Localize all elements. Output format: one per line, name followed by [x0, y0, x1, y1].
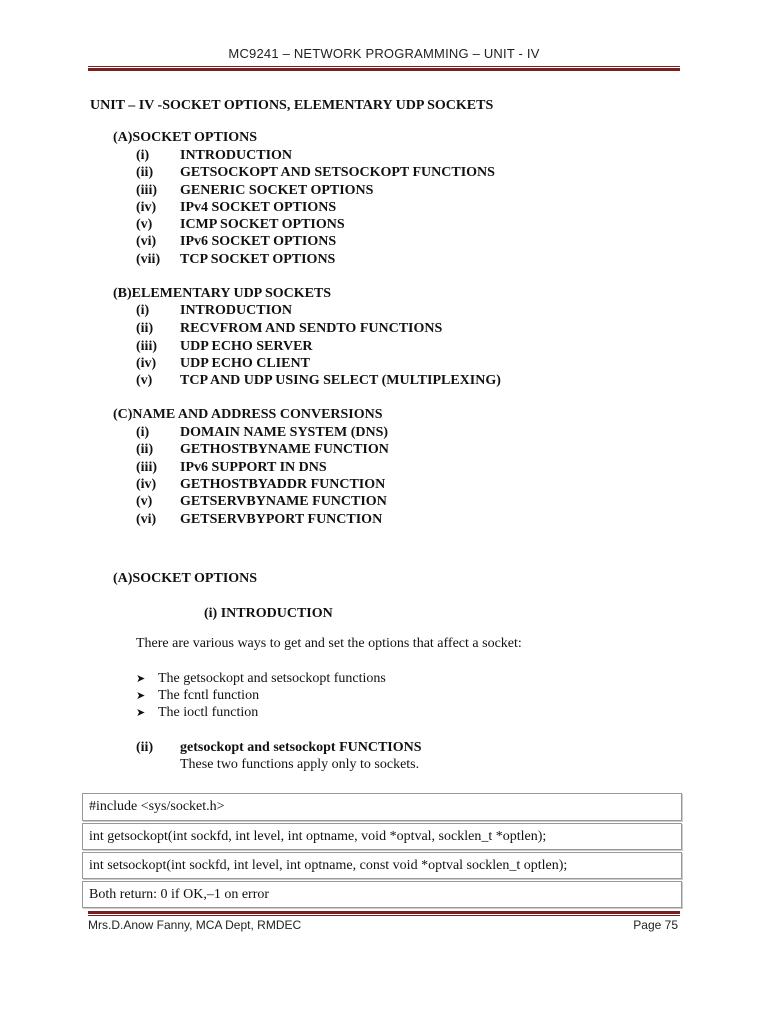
list-item: ➤ The getsockopt and setsockopt functions [136, 671, 386, 686]
toc-item: (ii) GETHOSTBYNAME FUNCTION [136, 442, 389, 457]
toc-item: (vi) IPv6 SOCKET OPTIONS [136, 234, 337, 249]
toc-item: (iv) IPv4 SOCKET OPTIONS [136, 200, 337, 215]
toc-section-c-heading: (C)NAME AND ADDRESS CONVERSIONS [113, 407, 383, 422]
arrow-bullet-icon: ➤ [136, 690, 146, 702]
toc-item: (iii) GENERIC SOCKET OPTIONS [136, 183, 374, 198]
intro-paragraph: There are various ways to get and set the options that affect a socket: [136, 636, 522, 651]
footer-author: Mrs.D.Anow Fanny, MCA Dept, RMDEC [88, 918, 302, 932]
toc-item: (iii) UDP ECHO SERVER [136, 339, 313, 354]
toc-item: (vi) GETSERVBYPORT FUNCTION [136, 512, 383, 527]
toc-item: (vii) TCP SOCKET OPTIONS [136, 252, 336, 267]
toc-item: (i) INTRODUCTION [136, 303, 293, 318]
toc-item: (iv) UDP ECHO CLIENT [136, 356, 310, 371]
toc-item: (i) DOMAIN NAME SYSTEM (DNS) [136, 425, 389, 440]
header-title: MC9241 – NETWORK PROGRAMMING – UNIT - IV [228, 46, 540, 61]
toc-item: (iii) IPv6 SUPPORT IN DNS [136, 460, 327, 475]
footer-rule-bottom [88, 915, 680, 916]
code-row: Both return: 0 if OK,–1 on error [82, 881, 682, 908]
toc-item: (v) ICMP SOCKET OPTIONS [136, 217, 345, 232]
section-heading: (A)SOCKET OPTIONS [113, 571, 258, 586]
toc-section-a-heading: (A)SOCKET OPTIONS [113, 130, 258, 145]
toc-item: (v) GETSERVBYNAME FUNCTION [136, 494, 387, 509]
code-row: #include <sys/socket.h> [82, 793, 682, 821]
subheading-description: These two functions apply only to sockets. [180, 757, 420, 772]
subheading-number: (ii) [136, 740, 154, 755]
toc-item: (ii) RECVFROM AND SENDTO FUNCTIONS [136, 321, 443, 336]
list-item: ➤ The ioctl function [136, 705, 259, 720]
footer-rule-top [88, 911, 680, 914]
toc-item: (i) INTRODUCTION [136, 148, 293, 163]
page-number: Page 75 [633, 918, 678, 932]
subheading-getsockopt: getsockopt and setsockopt FUNCTIONS [180, 740, 422, 755]
toc-item: (ii) GETSOCKOPT AND SETSOCKOPT FUNCTIONS [136, 165, 495, 180]
unit-title: UNIT – IV -SOCKET OPTIONS, ELEMENTARY UDP SOCKETS [90, 98, 494, 113]
header-rule-bottom [88, 68, 680, 71]
arrow-bullet-icon: ➤ [136, 673, 146, 685]
code-row: int setsockopt(int sockfd, int level, int optname, const void *optval socklen_t optlen); [82, 852, 682, 879]
arrow-bullet-icon: ➤ [136, 707, 146, 719]
toc-section-b-heading: (B)ELEMENTARY UDP SOCKETS [113, 286, 332, 301]
toc-item: (iv) GETHOSTBYADDR FUNCTION [136, 477, 386, 492]
code-row: int getsockopt(int sockfd, int level, int optname, void *optval, socklen_t *optlen); [82, 823, 682, 850]
list-item: ➤ The fcntl function [136, 688, 260, 703]
toc-item: (v) TCP AND UDP USING SELECT (MULTIPLEXING) [136, 373, 501, 388]
header-rule-top [88, 66, 680, 67]
subheading-introduction: (i) INTRODUCTION [204, 606, 333, 621]
